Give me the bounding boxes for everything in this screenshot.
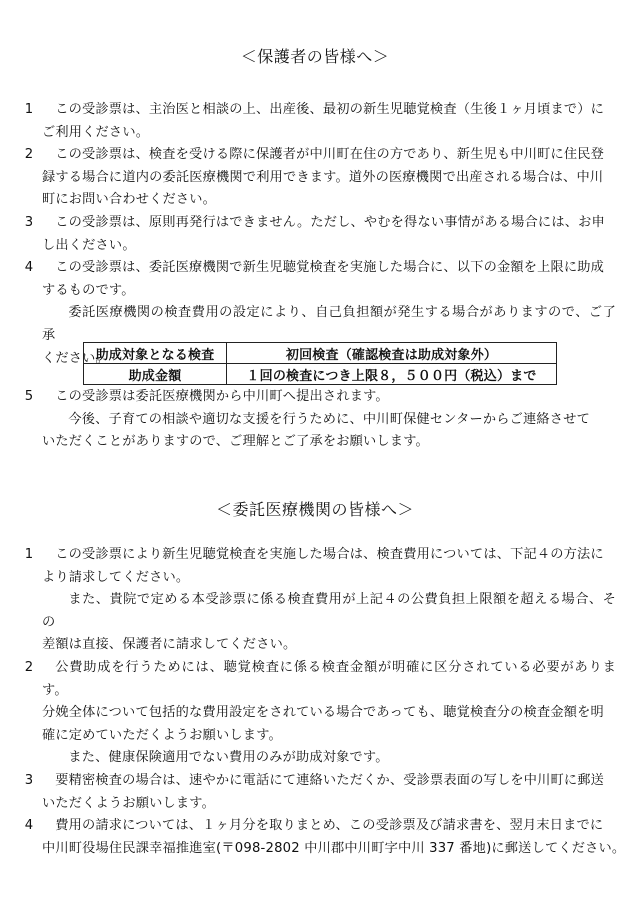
item-text-line: 録する場合に道内の委託医療機関で利用できます。道外の医療機関で出産される場合は、中川 [42, 169, 604, 185]
item-text-line: ご利用ください。 [42, 124, 150, 140]
item-text-line: 確に定めていただくようお願いします。 [42, 727, 282, 743]
guardians-item-3 [16, 212, 616, 257]
item-text-line: 中川町役場住民課幸福推進室(〒098-2802 中川郡中川町字中川 337 番地)に郵送してください。 [42, 840, 626, 856]
item-number: 5 [24, 389, 34, 404]
item-note-line: また、健康保険適用でない費用のみが助成対象です。 [68, 750, 389, 766]
table-cell-label: 助成金額 [84, 364, 227, 385]
institutions-item-3 [16, 770, 616, 815]
item-number: 3 [24, 772, 34, 788]
item-text-line: し出ください。 [42, 237, 136, 253]
table-row [84, 364, 557, 385]
item-note-line: ください。 [42, 350, 109, 366]
table-cell-value: １回の検査につき上限８，５００円（税込）まで [227, 364, 557, 385]
table-cell-value: 初回検査（確認検査は助成対象外） [227, 343, 557, 364]
item-note-line: 差額は直接、保護者に請求してください。 [42, 637, 297, 653]
institutions-item-4 [16, 815, 626, 860]
item-text-line: この受診票は、主治医と相談の上、出産後、最初の新生児聴覚検査（生後１ヶ月頃まで）に [55, 102, 605, 117]
guardians-section [16, 99, 616, 370]
institutions-item-2 [16, 657, 616, 770]
item-number: 2 [24, 147, 34, 163]
item-text-line: 要精密検査の場合は、速やかに電話にて連絡いただくか、受診票表面の写しを中川町に郵送 [55, 772, 605, 788]
item-text-line: いただくようお願いします。 [42, 795, 215, 811]
item-number: 2 [24, 659, 34, 675]
item-text-line: 町にお問い合わせください。 [42, 192, 217, 208]
item-text-line: この受診票により新生児聴覚検査を実施した場合は、検査費用については、下記４の方法に [55, 547, 604, 562]
institutions-section [16, 544, 626, 860]
item-number: 3 [24, 214, 34, 230]
item-text-line: 分娩全体について包括的な費用設定をされている場合であっても、聴覚検査分の検査金額を明 [42, 705, 604, 721]
institutions-heading: ＜委託医療機関の皆様へ＞ [215, 500, 414, 519]
table-row [84, 343, 557, 364]
item-text-line: この受診票は委託医療機関から中川町へ提出されます。 [55, 389, 389, 404]
item-note-line: 委託医療機関の検査費用の設定により、自己負担額が発生する場合がありますので、ご了承 [42, 305, 616, 343]
item-text-line: 公費助成を行うためには、聴覚検査に係る検査金額が明確に区分されている必要があります。 [42, 659, 616, 698]
item-text-line: するものです。 [42, 282, 135, 298]
item-text-line: この受診票は、委託医療機関で新生児聴覚検査を実施した場合に、以下の金額を上限に助成 [55, 260, 605, 276]
subsidy-table [83, 342, 557, 385]
guardians-item-5 [16, 386, 616, 454]
item-note-line: また、貴院で定める本受診票に係る検査費用が上記４の公費負担上限額を超える場合、その [42, 592, 616, 630]
item-text-line: この受診票は、検査を受ける際に保護者が中川町在住の方であり、新生児も中川町に住民登 [55, 147, 605, 163]
item-text-line: より請求してください。 [42, 569, 190, 585]
guardians-item-1 [16, 99, 616, 144]
item-text-line: この受診票は、原則再発行はできません。ただし、やむを得ない事情がある場合には、お申 [55, 214, 605, 230]
item-number: 4 [24, 260, 34, 276]
guardians-heading: ＜保護者の皆様へ＞ [240, 47, 390, 66]
item-text-line: 費用の請求については、１ヶ月分を取りまとめ、この受診票及び請求書を、翌月末日までに [55, 818, 604, 834]
guardians-item-2 [16, 144, 616, 212]
item-note-line: いただくことがありますので、ご理解とご了承をお願いします。 [42, 434, 429, 450]
item-number: 4 [24, 818, 34, 834]
table-cell-label: 助成対象となる検査 [84, 343, 227, 364]
item-number: 1 [24, 102, 34, 117]
item-number: 1 [24, 547, 34, 562]
institutions-item-1 [16, 544, 616, 657]
guardians-item-5-section [16, 386, 616, 454]
item-note-line: 今後、子育ての相談や適切な支援を行うために、中川町保健センターからご連絡させて [68, 411, 590, 427]
